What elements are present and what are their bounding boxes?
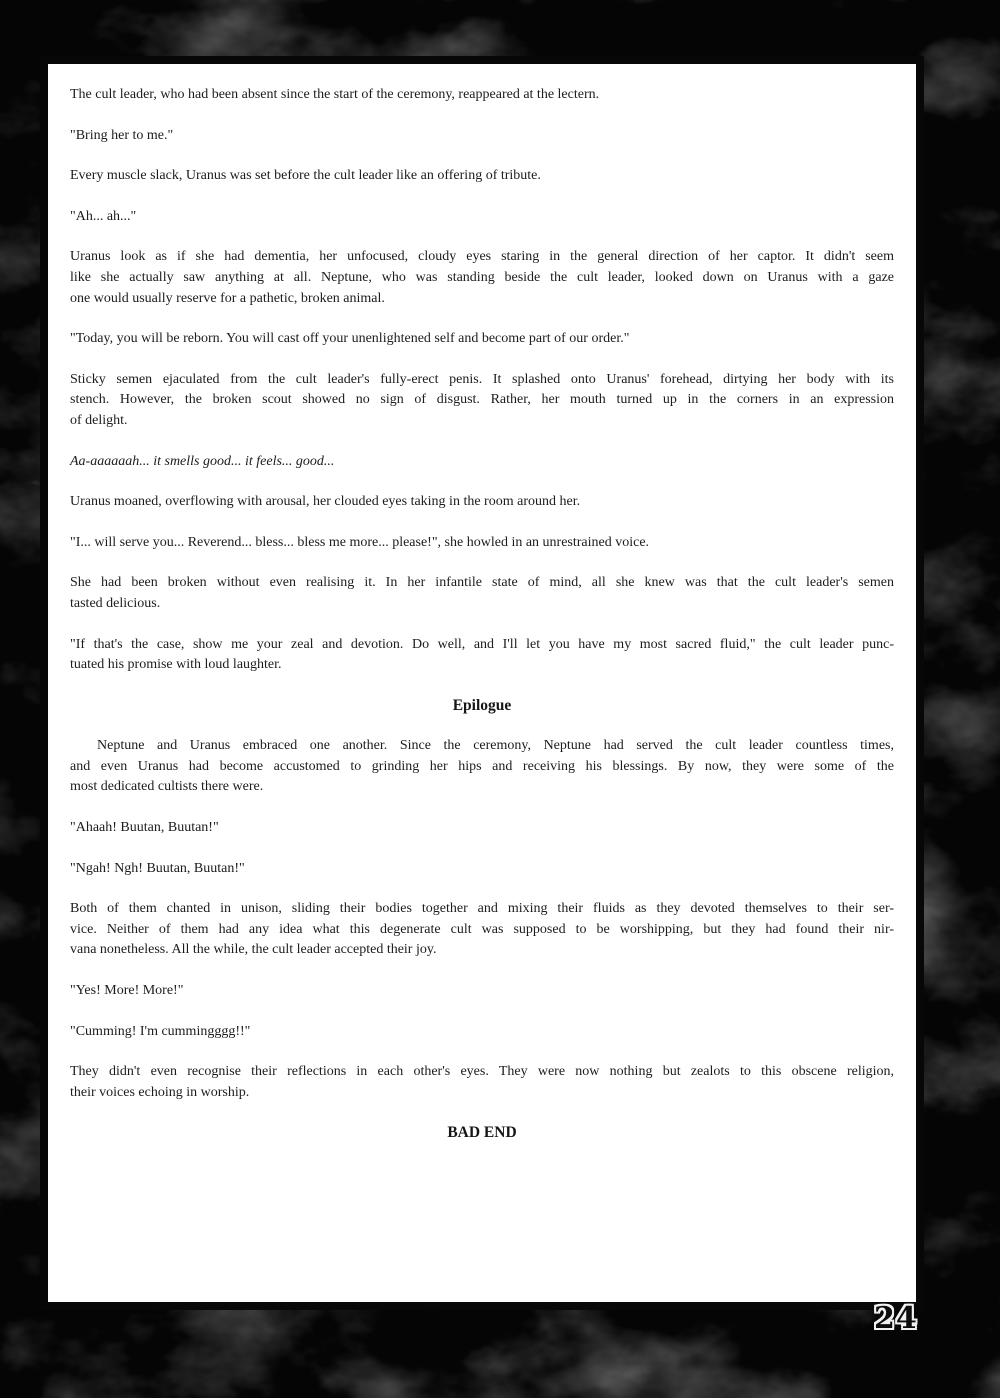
text-line: vice. Neither of them had any idea what this degenerate cult was supposed to be worshipping, but they had found their nir- bbox=[70, 921, 894, 937]
text-line: stench. However, the broken scout showed no sign of disgust. Rather, her mouth turned up in the corners in an expression bbox=[70, 392, 894, 408]
story-paragraph bbox=[70, 85, 894, 106]
text-line: Aa-aaaaaah... it smells good... it feels... good... bbox=[70, 453, 335, 469]
text-line: tasted delicious. bbox=[70, 595, 161, 611]
text-line: Sticky semen ejaculated from the cult leader's fully-erect penis. It splashed onto Uranus' forehead, dirtying her body with its bbox=[70, 371, 894, 387]
text-line: like she actually saw anything at all. Neptune, who was standing beside the cult leader, looked down on Uranus with a gaze bbox=[70, 269, 894, 285]
text-line: Every muscle slack, Uranus was set before the cult leader like an offering of tribute. bbox=[70, 168, 541, 184]
text-line: "Ah... ah..." bbox=[70, 208, 137, 224]
text-line: They didn't even recognise their reflections in each other's eyes. They were now nothing but zealots to this obscene religion, bbox=[70, 1064, 894, 1080]
story-page bbox=[48, 64, 916, 1302]
story-paragraph bbox=[70, 859, 894, 880]
story-paragraph bbox=[70, 1022, 894, 1043]
story-paragraph bbox=[70, 126, 894, 147]
story-paragraph bbox=[70, 370, 894, 432]
text-line: Uranus moaned, overflowing with arousal, her clouded eyes taking in the room around her. bbox=[70, 494, 581, 510]
story-paragraph-italic bbox=[70, 452, 894, 473]
text-line: The cult leader, who had been absent since the start of the ceremony, reappeared at the lectern. bbox=[70, 87, 600, 102]
story-paragraph bbox=[70, 329, 894, 350]
story-paragraph bbox=[70, 247, 894, 309]
story-paragraph bbox=[70, 981, 894, 1002]
text-line: most dedicated cultists there were. bbox=[70, 779, 264, 795]
text-line: Neptune and Uranus embraced one another. Since the ceremony, Neptune had served the cult leader countless times, bbox=[97, 738, 894, 754]
text-line: tuated his promise with loud laughter. bbox=[70, 657, 282, 673]
story-paragraph bbox=[70, 492, 894, 513]
text-line: "Ahaah! Buutan, Buutan!" bbox=[70, 820, 219, 836]
text-line: Both of them chanted in unison, sliding their bodies together and mixing their fluids as they devoted themselves to their ser- bbox=[70, 901, 894, 917]
story-paragraph bbox=[70, 736, 894, 798]
text-line: Uranus look as if she had dementia, her unfocused, cloudy eyes staring in the general direction of her captor. It didn't seem bbox=[70, 249, 894, 265]
text-line: "Bring her to me." bbox=[70, 127, 174, 143]
text-line: "Ngah! Ngh! Buutan, Buutan!" bbox=[70, 860, 245, 876]
text-line: "Yes! More! More!" bbox=[70, 983, 184, 999]
text-line: and even Uranus had become accustomed to grinding her hips and receiving his blessings. By now, they were some of the bbox=[70, 758, 894, 774]
text-line: "If that's the case, show me your zeal and devotion. Do well, and I'll let you have my most sacred fluid," the cult leader punc- bbox=[70, 636, 894, 652]
text-line: one would usually reserve for a pathetic, broken animal. bbox=[70, 290, 385, 306]
text-line: "I... will serve you... Reverend... bless... bless me more... please!", she howled in an unrestrained voice. bbox=[70, 534, 650, 550]
story-paragraph bbox=[70, 635, 894, 676]
story-paragraph bbox=[70, 573, 894, 614]
text-line: "Cumming! I'm cummingggg!!" bbox=[70, 1023, 251, 1039]
section-heading: Epilogue bbox=[452, 696, 512, 714]
story-paragraph bbox=[70, 533, 894, 554]
text-line: She had been broken without even realising it. In her infantile state of mind, all she knew was that the cult leader's semen bbox=[70, 575, 894, 591]
text-line: their voices echoing in worship. bbox=[70, 1084, 250, 1100]
text-line: of delight. bbox=[70, 412, 128, 428]
story-paragraph bbox=[70, 1062, 894, 1103]
text-line: vana nonetheless. All the while, the cult leader accepted their joy. bbox=[70, 942, 437, 958]
page-content bbox=[70, 85, 894, 1164]
story-paragraph bbox=[70, 166, 894, 187]
story-paragraph bbox=[70, 899, 894, 961]
story-paragraph bbox=[70, 207, 894, 228]
story-paragraph bbox=[70, 818, 894, 839]
page-number: 24 bbox=[874, 1301, 918, 1336]
text-line: "Today, you will be reborn. You will cast off your unenlightened self and become part of our order." bbox=[70, 331, 630, 347]
section-heading: BAD END bbox=[447, 1124, 517, 1142]
